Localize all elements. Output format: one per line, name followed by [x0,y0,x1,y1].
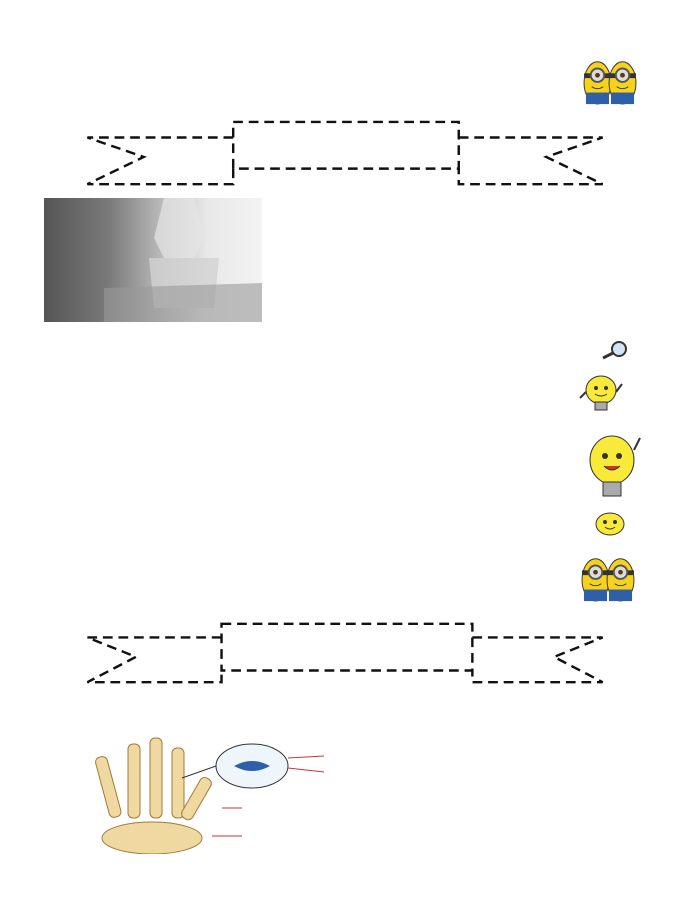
lightbulb-icon [578,372,624,418]
lightbulb-large-icon [582,432,642,504]
pencil-border-bottom [0,884,690,910]
hand-joint-diagram [62,736,380,854]
section-banner-1 [70,120,620,190]
lightbulb-small-icon [590,510,632,538]
magnifier-icon [600,340,630,360]
pencil-border-right [664,22,690,888]
section-banner-2 [70,618,620,688]
pencil-border-top [0,0,690,28]
minions-icon-2 [578,553,638,603]
xray-image [44,198,262,322]
minions-icon [580,56,640,106]
pencil-border-left [0,22,26,888]
